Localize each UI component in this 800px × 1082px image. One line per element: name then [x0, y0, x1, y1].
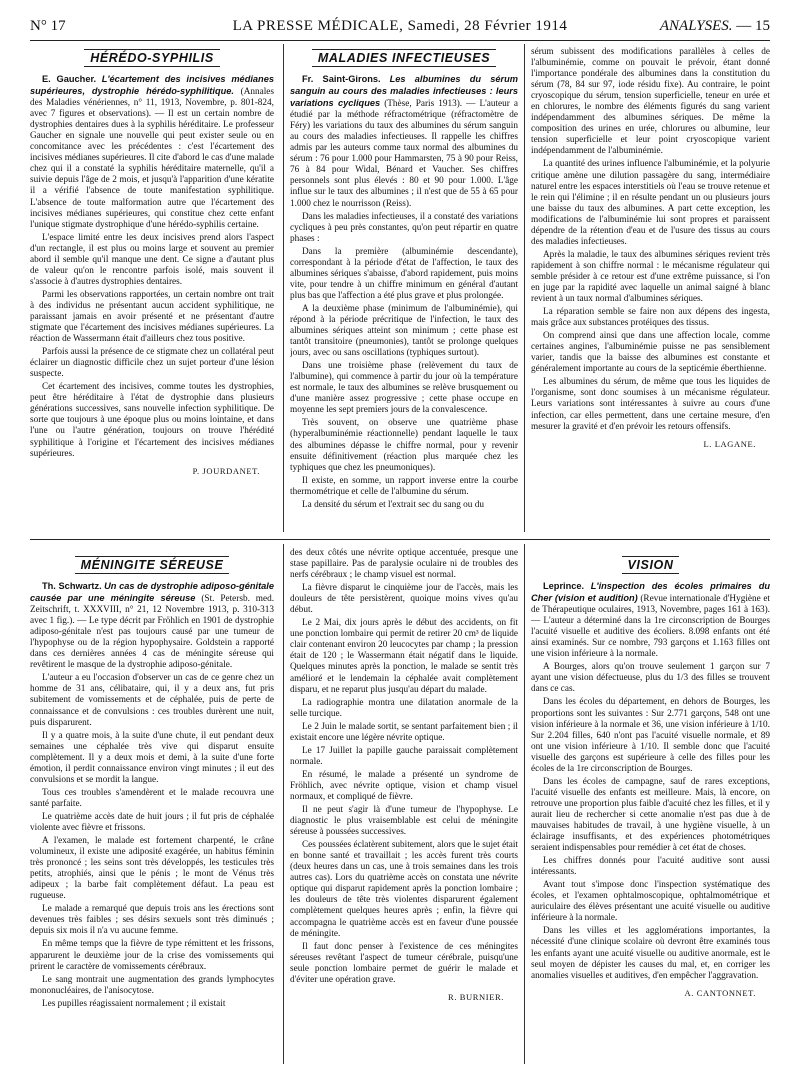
paragraph: Le type décrit par Fröhlich en 1901 de dystrophie adiposo-génitale n'est pas toujours causé par une tumeur de l'hypophyse ou de la région hypophysaire. Goldstein a rapporté dans ces dernières années 4 cas de méningite séreuse qui revêtirent le masque de la dystrophie adiposo-génitale. — [30, 616, 274, 671]
section-name: ANALYSES. — [659, 18, 733, 34]
caption-text: MÉNINGITE SÉREUSE — [75, 556, 230, 574]
paragraph: sérum subissent des modifications parallèles à celles de l'albuminémie, comme on pouvait le prévoir, étant donné l'importance pondérale des albumines dans la constitution du sérum (78, 84 sur 97, iode résidu fixe). Au contraire, le point cryoscopique du sérum, tension superficielle, teneur en urée et en chlorures, le nombre des éléments figurés du sang varient indépendamment des albumines sériques. De même la composition des urines en urée, chlorures ou albumine, leur tension superficielle et leur point cryoscopique varient indépendamment de l'albuminémie. — [531, 47, 770, 157]
paragraph: Ces poussées éclatèrent subitement, alors que le sujet était en bonne santé et travaillait ; les accès furent très courts (deux heures dans un cas, une à trois semaines dans les trois autres cas). Lors du quatrième accès on constata une névrite optique qui disparut rapidement après la ponction lombaire ; les douleurs de tête très violentes disparurent également complètement quelques heures après ; enfin, la fièvre qui accompagna le quatrième accès est en faveur d'une poussée de méningite. — [290, 840, 518, 939]
author: Leprince. — [543, 581, 585, 591]
paragraph: Le malade a remarqué que depuis trois ans les érections sont devenues très faibles ; ses désirs sexuels sont très diminués ; depuis six mois il n'a vu aucune femme. — [30, 904, 274, 937]
paragraph: Le 17 Juillet la papille gauche paraissait complètement normale. — [290, 745, 518, 767]
article-title: L'écartement des incisives médianes supérieures, dystrophie hérédo-syphilitique. — [30, 74, 274, 97]
paragraph: Dans les villes et les agglomérations importantes, la nécessité d'une clinique scolaire où devront être examinés tous les enfants ayant une acuité visuelle ou auditive anormale, est le seul moyen de dépister les causes du mal, et, en corriger les anomalies visuelles et auditives, d'en empêcher l'aggravation. — [531, 926, 770, 981]
article-title: Un cas de dystrophie adiposo-génitale causée par une méningite séreuse — [30, 581, 274, 604]
article-title: L'inspection des écoles primaires du Cher (vision et audition) — [531, 581, 770, 604]
paragraph: Après la maladie, le taux des albumines sériques revient très rapidement à son chiffre normal : le mécanisme régulateur qui semble présider à ce retour est d'une extrême puissance, si l'on en juge par la rapidité avec laquelle un animal saigné à blanc revient à un taux normal d'albumines sériques. — [531, 249, 770, 305]
paragraph: A l'examen, le malade est fortement charpenté, le crâne volumineux, il existe une adiposité exagérée, un habitus féminin très prononcé ; les seins sont très développés, les testicules très petits, atrophiés, ainsi que le pénis ; le mont de Vénus très adipeux ; la barbe fait complètement défaut. La peau est rugueuse. — [30, 836, 274, 902]
article-lead — [290, 74, 518, 210]
paragraph: Parmi les observations rapportées, un certain nombre ont trait à des individus ne présentant aucun accident syphilitique, ne paraissant jamais en avoir présenté et ne présentant d'autre stigmate que l'écartement des incisives médianes supérieures. La réaction de Wassermann était d'ailleurs chez tous positive. — [30, 289, 274, 345]
paragraph: A la deuxième phase (minimum de l'albuminémie), qui répond à la période précritique de l'infection, le taux des albumines sériques atteint son minimum ; cette phase est tantôt transitoire (pneumonies), tantôt se prolonge quelques jours, avec ou sans oscillations (typhiques surtout). — [290, 303, 518, 359]
paragraph: Le quatrième accès date de huit jours ; il fut pris de céphalée violente avec fièvre et frissons. — [30, 811, 274, 833]
article-lead — [531, 581, 770, 660]
section-rule — [30, 539, 770, 540]
caption-text: HÉRÉDO-SYPHILIS — [84, 49, 220, 67]
paragraph: Dans les maladies infectieuses, il a constaté des variations cycliques à peu près constantes, qu'on peut répartir en quatre phases : — [290, 211, 518, 244]
signature: R. BURNIER. — [448, 991, 504, 1002]
paragraph: Les albumines du sérum, de même que tous les liquides de l'organisme, sont donc soumises à un mécanisme régulateur. Leurs variations sont intéressantes à suivre au cours d'une infection, car elles permettent, dans une certaine mesure, d'en mesurer la gravité et d'en prévoir les retours offensifs. — [531, 377, 770, 432]
paragraph: Dans les écoles du département, en dehors de Bourges, les proportions sont les suivantes : Sur 2.771 garçons, 548 ont une vision inférieure à la normale et 36, une vision inférieure à 1/10. Sur 2.204 filles, 640 n'ont pas l'acuité visuelle normale, et 89 ont une vision inférieure à 1/10. Il semble donc que l'acuité visuelle des garçons est supérieure à celle des filles pour les écoles de la 1re circonscription de Bourges. — [531, 697, 770, 774]
paragraph: Il existe, en somme, un rapport inverse entre la courbe thermométrique et celle de l'albumine du sérum. — [290, 475, 518, 497]
paragraph: L'espace limité entre les deux incisives prend alors l'aspect d'un rectangle, il est plus ou moins large et souvent au premier abord il semble qu'il manque une dent. Ce signe a d'autant plus de valeur qu'on le rencontre parfois isolé, mais souvent il s'associe à d'autres dystrophies dentaires. — [30, 232, 274, 287]
issue-number: N° 17 — [30, 18, 66, 34]
article-maladies-infectieuses — [290, 47, 518, 533]
signature: P. JOURDANET. — [192, 465, 260, 476]
section-caption — [290, 51, 518, 65]
citation: (Revue internationale d'Hygiène et de Thérapeutique oculaires, 1913, Novembre, pages 161 à 163). — — [531, 594, 770, 627]
paragraph: Tous ces troubles s'amendèrent et le malade recouvra une santé parfaite. — [30, 787, 274, 809]
paragraph: Il ne peut s'agir là d'une tumeur de l'hypophyse. Le diagnostic le plus vraisemblable est celui de méningite séreuse à poussées successives. — [290, 805, 518, 838]
signature: A. CANTONNET. — [684, 987, 756, 998]
paragraph: L'auteur a étudié par la méthode réfractométrique (réfractomètre de Féry) les variations du taux des albumines du sérum sanguin au cours des maladies infectieuses. Il rappelle les chiffres admis par les auteurs comme taux normal des albumines du sérum : 76 pour 1.000 pour Hammarsten, 75 à 90 pour Reiss, 76 à 84 pour Widal, Bénard et Vaucher. Ses chiffres personnels sont plus élevés : 80 et 90 pour 1.000. L'âge influe sur le taux des albumines ; il n'est que de 55 à 65 pour 1.000 chez le nourrisson (Reiss). — [290, 99, 518, 209]
citation: (Annales des Maladies vénériennes, n° 11, 1913, Novembre, p. 801-824, avec 7 figures et observations). — — [30, 87, 274, 120]
paragraph: La radiographie montra une dilatation anormale de la selle turcique. — [290, 697, 518, 719]
article-lead — [30, 581, 274, 671]
paragraph: Il est un certain nombre de dystrophies dentaires dues à la syphilis héréditaire. Le professeur Gaucher en signale une nouvelle qui peut exister seule ou en concomitance avec les précédentes : c'est l'écartement des incisives médianes supérieures. Il cite d'abord le cas d'une malade chez qui il a constaté la syphilis héréditaire maternelle, qu'il a suivie depuis l'âge de 2 mois, et jusqu'à l'apparition d'une kératite il a vérifié l'absence de toute manifestation syphilitique. L'absence de toute malformation autre que l'écartement des incisives médianes supérieures, qui constitue chez cette enfant l'unique stigmate dystrophique d'une hérédo-syphilis certaine. — [30, 109, 274, 230]
paragraph: des deux côtés une névrite optique accentuée, presque une stase papillaire. Pas de paralysie oculaire ni de troubles des nerfs cérébraux ; le champ visuel est normal. — [290, 548, 518, 581]
paragraph: L'auteur a eu l'occasion d'observer un cas de ce genre chez un homme de 31 ans, célibataire, qui, il y a deux ans, fut pris subitement de vomissements et de céphalée, puis de perte de connaissance et de convulsions : ces troubles durèrent une nuit, puis disparurent. — [30, 673, 274, 728]
citation: (Thèse, Paris 1913). — — [384, 99, 476, 110]
paragraph: Il y a quatre mois, à la suite d'une chute, il eut pendant deux semaines une céphalée très vive qui disparut ensuite complètement. Il y a deux mois et demi, à la suite d'une forte émotion, il perdit connaissance environ vingt minutes ; il eut des convulsions et se mordit la langue. — [30, 730, 274, 785]
signature: L. LAGANE. — [703, 438, 756, 449]
paragraph: En résumé, le malade a présenté un syndrome de Fröhlich, avec névrite optique, vision et champ visuel normaux, et compliqué de fièvre. — [290, 769, 518, 802]
section-caption — [30, 558, 274, 572]
paragraph: Le sang montrait une augmentation des grands lymphocytes mononucléaires, de l'anisocytose. — [30, 974, 274, 996]
section-caption — [30, 51, 274, 65]
article-vision — [531, 548, 770, 1068]
citation: (St. Petersb. med. Zeitschrift, t. XXXVIII, n° 21, 12 Novembre 1913, p. 310-313 avec 1 fig.). — — [30, 594, 274, 627]
article-lead — [30, 74, 274, 231]
paragraph: L'auteur a déterminé dans la 1re circonscription de Bourges l'acuité visuelle et auditive des écoliers. 8.098 enfants ont été ainsi examinés. Sur ce nombre, 793 garçons et 1.163 filles ont une vision inférieure à la normale. — [531, 616, 770, 660]
paragraph: Il faut donc penser à l'existence de ces méningites séreuses revêtant l'aspect de tumeur cérébrale, puisqu'une seule ponction lombaire permet de guérir le malade et d'éviter une opération grave. — [290, 941, 518, 985]
paragraph: Le 2 Juin le malade sortit, se sentant parfaitement bien ; il existait encore une légère névrite optique. — [290, 721, 518, 743]
article-heredo-syphilis — [30, 47, 274, 533]
author: Th. Schwartz. — [42, 581, 102, 591]
paragraph: La fièvre disparut le cinquième jour de l'accès, mais les douleurs de tête persistèrent, quoique moins vives qu'au début. — [290, 583, 518, 616]
caption-text: VISION — [622, 556, 680, 574]
paragraph: En même temps que la fièvre de type rémittent et les frissons, apparurent le deuxième jour de la crise des vomissements qui prirent le caractère de vomissements cérébraux. — [30, 939, 274, 972]
article-meningite-sereuse-continued — [290, 548, 518, 1068]
paragraph: Avant tout s'impose donc l'inspection systématique des écoles, et l'examen ophtalmoscopique, ophtalmométrique et auriculaire des élèves présentant une acuité visuelle ou auditive inférieure à la normale. — [531, 880, 770, 924]
paragraph: Parfois aussi la présence de ce stigmate chez un collatéral peut éclairer un diagnostic difficile chez un sujet porteur d'une lésion suspecte. — [30, 347, 274, 380]
column-rule — [283, 544, 284, 1064]
column-rule — [524, 44, 525, 532]
paragraph: Les pupilles réagissaient normalement ; il existait — [42, 998, 226, 1009]
section-caption — [531, 558, 770, 572]
page-header — [30, 14, 770, 41]
article-meningite-sereuse — [30, 548, 274, 1068]
paragraph: Dans les écoles de campagne, sauf de rares exceptions, l'acuité visuelle des enfants est meilleure. Mais, là encore, on retrouve une proportion plus faible d'acuité chez les filles, et il y aurait lieu de rechercher si cette anomalie n'est pas due à de mauvaises habitudes de travail, à une hygiène visuelle, à un éclairage insuffisants, et des expériences photométriques seraient indispensables pour remédier à cet état de choses. — [531, 776, 770, 854]
section-page — [660, 18, 770, 35]
paragraph: Le 2 Mai, dix jours après le début des accidents, on fit une ponction lombaire qui permit de retirer 20 cm³ de liquide clair contenant environ 20 leucocytes par champ ; la pression était de 120 ; le Wassermann était négatif dans le liquide. Quelques minutes après la ponction, le malade se sentit très amélioré et le lendemain la céphalée avait complètement disparu, et ne reparut plus jusqu'au départ du malade. — [290, 618, 518, 695]
article-maladies-infectieuses-continued — [531, 47, 770, 533]
paragraph: Dans la première (albuminémie descendante), correspondant à la période d'état de l'affection, le taux des albumines sériques s'abaisse, d'abord rapidement, puis moins vite, pour tendre à un chiffre minimum en général d'autant plus bas que l'affection a été plus grave et plus prolongée. — [290, 246, 518, 301]
paragraph: La réparation semble se faire non aux dépens des ingesta, mais grâce aux substances protéiques des tissus. — [531, 307, 770, 329]
article-title: Les albumines du sérum sanguin au cours des maladies infectieuses : leurs variations cycliques — [290, 74, 518, 109]
journal-title: LA PRESSE MÉDICALE, Samedi, 28 Février 1914 — [232, 18, 568, 34]
author: Fr. Saint-Girons. — [302, 74, 381, 84]
author: E. Gaucher. — [42, 74, 97, 84]
paragraph: La densité du sérum et l'extrait sec du sang ou du — [302, 499, 484, 510]
paragraph: La quantité des urines influence l'albuminémie, et la polyurie critique amène une dilution passagère du sang, intermédiaire naturel entre les espaces interstitiels où l'eau se trouve retenue et le rein qui l'élimine ; il en résulte pendant un ou plusieurs jours une baisse du taux des albumines. A part cette exception, les modifications de l'albuminémie lui sont propres et paraissent dépendre de la rétention d'eau et de l'usure des tissus au cours des maladies infectieuses. — [531, 159, 770, 247]
paragraph: Les chiffres donnés pour l'acuité auditive sont aussi intéressants. — [531, 856, 770, 878]
column-rule — [524, 544, 525, 1064]
caption-text: MALADIES INFECTIEUSES — [312, 49, 496, 67]
paragraph: A Bourges, alors qu'on trouve seulement 1 garçon sur 7 ayant une vision défectueuse, plus du 1/3 des filles se trouvent dans ce cas. — [531, 662, 770, 695]
column-rule — [283, 44, 284, 532]
paragraph: Cet écartement des incisives, comme toutes les dystrophies, peut être héréditaire à l'état de dystrophie dans plusieurs générations successives, sans nouvelle infection syphilitique. De sorte que toujours à une époque plus ou moins lointaine, et dans l'une ou l'autre génération, toujours on trouve l'hérédité syphilitique à l'origine et l'écartement des incisives médianes supérieures. — [30, 382, 274, 459]
paragraph: Dans une troisième phase (relèvement du taux de l'albumine), qui commence à partir du jour où la température est normale, le taux des albumines se relève brusquement ou d'une manière assez progressive ; cette phase occupe en moyenne les sept premiers jours de la convalescence. — [290, 361, 518, 416]
page-number: — 15 — [736, 18, 770, 34]
paragraph: On comprend ainsi que dans une affection locale, comme certaines angines, l'albuminémie puisse ne pas sensiblement varier, tandis que la baisse des albumines est constante et généralement importante au cours de la septicémie éberthienne. — [531, 331, 770, 375]
paragraph: Très souvent, on observe une quatrième phase (hyperalbuminémie réactionnelle) pendant laquelle le taux des albumines dépasse le chiffre normal, pour y revenir ensuite définitivement (réaction plus marquée chez les typhiques que chez les pneumoniques). — [290, 418, 518, 473]
